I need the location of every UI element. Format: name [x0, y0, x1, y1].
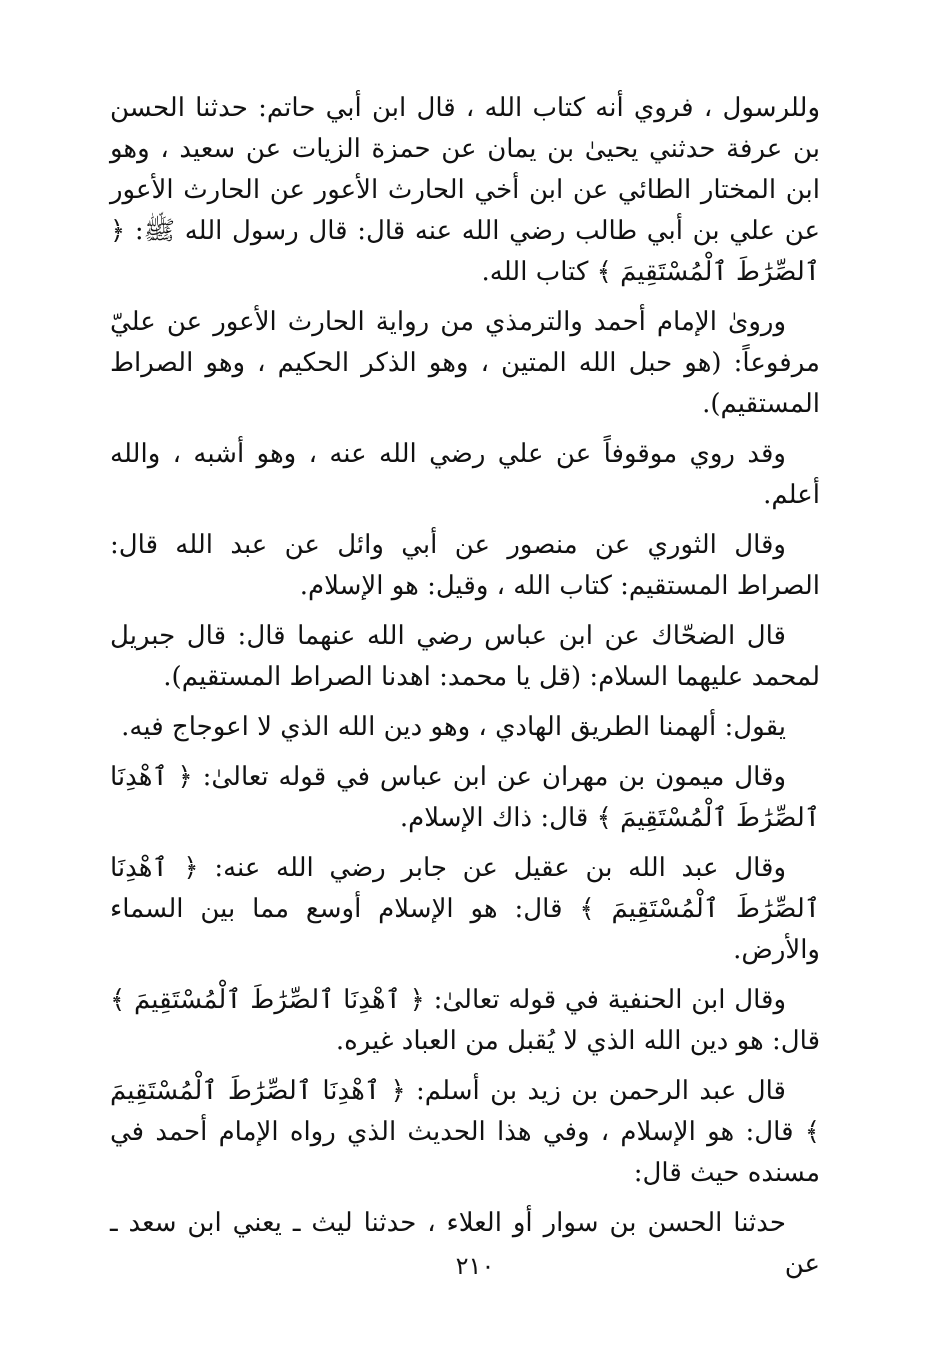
paragraph-6: يقول: ألهمنا الطريق الهادي ، وهو دين الله الذي لا اعوجاج فيه. [121, 712, 786, 742]
page-number: ٢١٠ [455, 1252, 495, 1280]
paragraph-3: وقد روي موقوفاً عن علي رضي الله عنه ، وهو أشبه ، والله أعلم. [110, 439, 820, 510]
paragraph-2: ورویٰ الإمام أحمد والترمذي من رواية الحارث الأعور عن عليّ مرفوعاً: (هو حبل الله المتين ، وهو الذكر الحكيم ، وهو الصراط المستقيم). [110, 307, 820, 419]
body-text [110, 88, 820, 1294]
paragraph-11: حدثنا الحسن بن سوار أو العلاء ، حدثنا ليث ـ يعني ابن سعد ـ عن [110, 1208, 820, 1279]
paragraph-5: قال الضحّاك عن ابن عباس رضي الله عنهما قال: قال جبريل لمحمد عليهما السلام: (قل يا محمد: اهدنا الصراط المستقيم). [110, 621, 820, 692]
paragraph-4: وقال الثوري عن منصور عن أبي وائل عن عبد الله قال: الصراط المستقيم: كتاب الله ، وقيل: هو الإسلام. [110, 530, 820, 601]
paragraph-8: وقال عبد الله بن عقيل عن جابر رضي الله عنه: ﴿ ٱهْدِنَا ٱلصِّرَٰطَ ٱلْمُسْتَقِيمَ ﴾ قال: هو الإسلام أوسع مما بين السماء والأرض. [110, 853, 820, 965]
paragraph-9: وقال ابن الحنفية في قوله تعالىٰ: ﴿ ٱهْدِنَا ٱلصِّرَٰطَ ٱلْمُسْتَقِيمَ ﴾ قال: هو دين الله الذي لا يُقبل من العباد غيره. [110, 985, 820, 1056]
paragraph-1: وللرسول ، فروي أنه كتاب الله ، قال ابن أبي حاتم: حدثنا الحسن بن عرفة حدثني يحيىٰ بن يمان عن حمزة الزيات عن سعيد ، وهو ابن المختار الطائي عن ابن أخي الحارث الأعور عن الحارث الأعور عن علي بن أبي طالب رضي الله عنه قال: قال رسول الله ﷺ: ﴿ ٱلصِّرَٰطَ ٱلْمُسْتَقِيمَ ﴾ كتاب الله. [110, 93, 820, 287]
paragraph-7: وقال ميمون بن مهران عن ابن عباس في قوله تعالىٰ: ﴿ ٱهْدِنَا ٱلصِّرَٰطَ ٱلْمُسْتَقِيمَ ﴾ قال: ذاك الإسلام. [110, 762, 820, 833]
paragraph-10: قال عبد الرحمن بن زيد بن أسلم: ﴿ ٱهْدِنَا ٱلصِّرَٰطَ ٱلْمُسْتَقِيمَ ﴾ قال: هو الإسلام ، وفي هذا الحديث الذي رواه الإمام أحمد في مسنده حيث قال: [110, 1076, 820, 1188]
